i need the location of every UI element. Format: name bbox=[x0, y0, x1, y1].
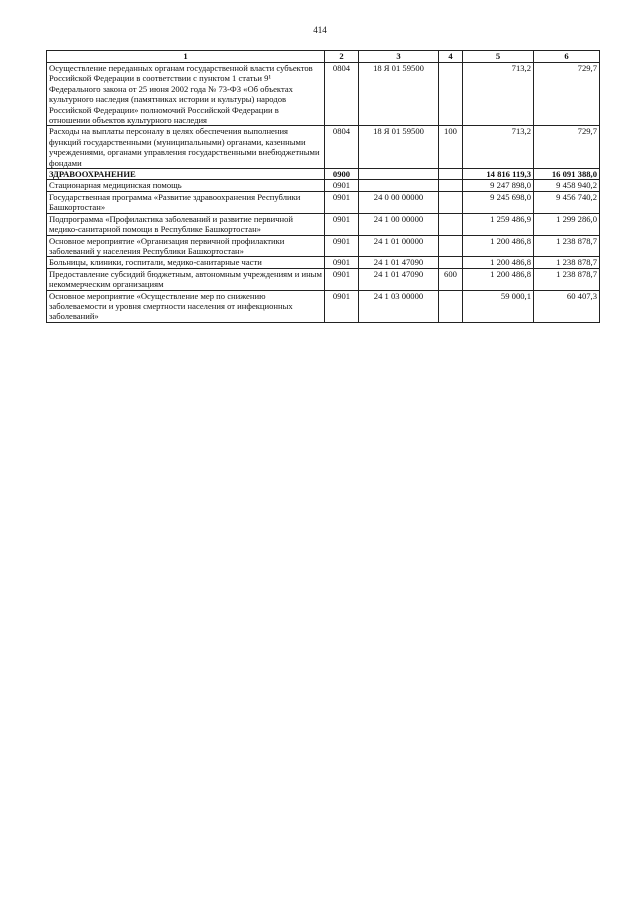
target-code-cell: 24 0 00 00000 bbox=[359, 191, 439, 213]
row-name-cell: Расходы на выплаты персоналу в целях обеспечения выполнения функций государственными (муниципальными) органами, казенными учреждениями, органами управления государственными внебюджетными фондами bbox=[47, 126, 325, 169]
section-code-cell: 0901 bbox=[325, 191, 359, 213]
table-row bbox=[47, 235, 600, 257]
section-code-cell: 0901 bbox=[325, 257, 359, 268]
expense-type-cell bbox=[439, 191, 463, 213]
row-name-cell: Осуществление переданных органам государственной власти субъектов Российской Федерации в соответствии с пунктом 1 статьи 9¹ Федерального закона от 25 июня 2002 года № 73-ФЗ «Об объектах культурного наследия (памятниках истории и культуры) народов Российской Федерации» полномочий Российской Федерации в отношении объектов культурного наследия bbox=[47, 63, 325, 126]
target-code-cell: 24 1 03 00000 bbox=[359, 290, 439, 322]
section-code-cell: 0901 bbox=[325, 180, 359, 191]
amount-year2-cell: 16 091 388,0 bbox=[534, 169, 600, 180]
expense-type-cell: 600 bbox=[439, 268, 463, 290]
amount-year1-cell: 14 816 119,3 bbox=[463, 169, 534, 180]
amount-year2-cell: 9 456 740,2 bbox=[534, 191, 600, 213]
table-header-row bbox=[47, 51, 600, 63]
table-body bbox=[47, 63, 600, 323]
expense-type-cell bbox=[439, 63, 463, 126]
row-name-cell: Больницы, клиники, госпитали, медико-санитарные части bbox=[47, 257, 325, 268]
expense-type-cell bbox=[439, 180, 463, 191]
budget-table bbox=[46, 50, 600, 323]
column-header: 2 bbox=[325, 51, 359, 63]
row-name-cell: Предоставление субсидий бюджетным, автономным учреждениям и иным некоммерческим организациям bbox=[47, 268, 325, 290]
table-row bbox=[47, 213, 600, 235]
row-name-cell: Основное мероприятие «Организация первичной профилактики заболеваний у населения Республики Башкортостан» bbox=[47, 235, 325, 257]
row-name-cell: Государственная программа «Развитие здравоохранения Республики Башкортостан» bbox=[47, 191, 325, 213]
table-row bbox=[47, 257, 600, 268]
amount-year1-cell: 9 245 698,0 bbox=[463, 191, 534, 213]
expense-type-cell bbox=[439, 169, 463, 180]
column-header: 3 bbox=[359, 51, 439, 63]
page-number: 414 bbox=[313, 25, 327, 35]
column-header: 5 bbox=[463, 51, 534, 63]
target-code-cell: 24 1 01 00000 bbox=[359, 235, 439, 257]
amount-year1-cell: 9 247 898,0 bbox=[463, 180, 534, 191]
table-row bbox=[47, 180, 600, 191]
table-row bbox=[47, 290, 600, 322]
row-name-cell: Основное мероприятие «Осуществление мер по снижению заболеваемости и уровня смертности населения от инфекционных заболеваний» bbox=[47, 290, 325, 322]
expense-type-cell bbox=[439, 290, 463, 322]
amount-year1-cell: 59 000,1 bbox=[463, 290, 534, 322]
amount-year1-cell: 1 200 486,8 bbox=[463, 235, 534, 257]
column-header: 4 bbox=[439, 51, 463, 63]
target-code-cell: 24 1 00 00000 bbox=[359, 213, 439, 235]
section-code-cell: 0900 bbox=[325, 169, 359, 180]
table-row bbox=[47, 63, 600, 126]
row-name-cell: ЗДРАВООХРАНЕНИЕ bbox=[47, 169, 325, 180]
expense-type-cell bbox=[439, 235, 463, 257]
amount-year2-cell: 60 407,3 bbox=[534, 290, 600, 322]
amount-year2-cell: 1 238 878,7 bbox=[534, 268, 600, 290]
section-code-cell: 0901 bbox=[325, 268, 359, 290]
expense-type-cell: 100 bbox=[439, 126, 463, 169]
row-name-cell: Подпрограмма «Профилактика заболеваний и развитие первичной медико-санитарной помощи в Республике Башкортостан» bbox=[47, 213, 325, 235]
target-code-cell bbox=[359, 180, 439, 191]
expense-type-cell bbox=[439, 213, 463, 235]
amount-year1-cell: 1 259 486,9 bbox=[463, 213, 534, 235]
target-code-cell: 24 1 01 47090 bbox=[359, 257, 439, 268]
section-code-cell: 0901 bbox=[325, 235, 359, 257]
table-row bbox=[47, 126, 600, 169]
target-code-cell: 18 Я 01 59500 bbox=[359, 63, 439, 126]
amount-year2-cell: 729,7 bbox=[534, 126, 600, 169]
amount-year2-cell: 1 238 878,7 bbox=[534, 235, 600, 257]
amount-year2-cell: 1 238 878,7 bbox=[534, 257, 600, 268]
target-code-cell bbox=[359, 169, 439, 180]
table-row bbox=[47, 169, 600, 180]
table-row bbox=[47, 268, 600, 290]
table-row bbox=[47, 191, 600, 213]
expense-type-cell bbox=[439, 257, 463, 268]
section-code-cell: 0804 bbox=[325, 126, 359, 169]
amount-year1-cell: 713,2 bbox=[463, 63, 534, 126]
amount-year2-cell: 1 299 286,0 bbox=[534, 213, 600, 235]
row-name-cell: Стационарная медицинская помощь bbox=[47, 180, 325, 191]
amount-year1-cell: 1 200 486,8 bbox=[463, 268, 534, 290]
column-header: 1 bbox=[47, 51, 325, 63]
target-code-cell: 18 Я 01 59500 bbox=[359, 126, 439, 169]
section-code-cell: 0804 bbox=[325, 63, 359, 126]
amount-year1-cell: 1 200 486,8 bbox=[463, 257, 534, 268]
section-code-cell: 0901 bbox=[325, 213, 359, 235]
column-header: 6 bbox=[534, 51, 600, 63]
amount-year1-cell: 713,2 bbox=[463, 126, 534, 169]
target-code-cell: 24 1 01 47090 bbox=[359, 268, 439, 290]
section-code-cell: 0901 bbox=[325, 290, 359, 322]
amount-year2-cell: 729,7 bbox=[534, 63, 600, 126]
amount-year2-cell: 9 458 940,2 bbox=[534, 180, 600, 191]
